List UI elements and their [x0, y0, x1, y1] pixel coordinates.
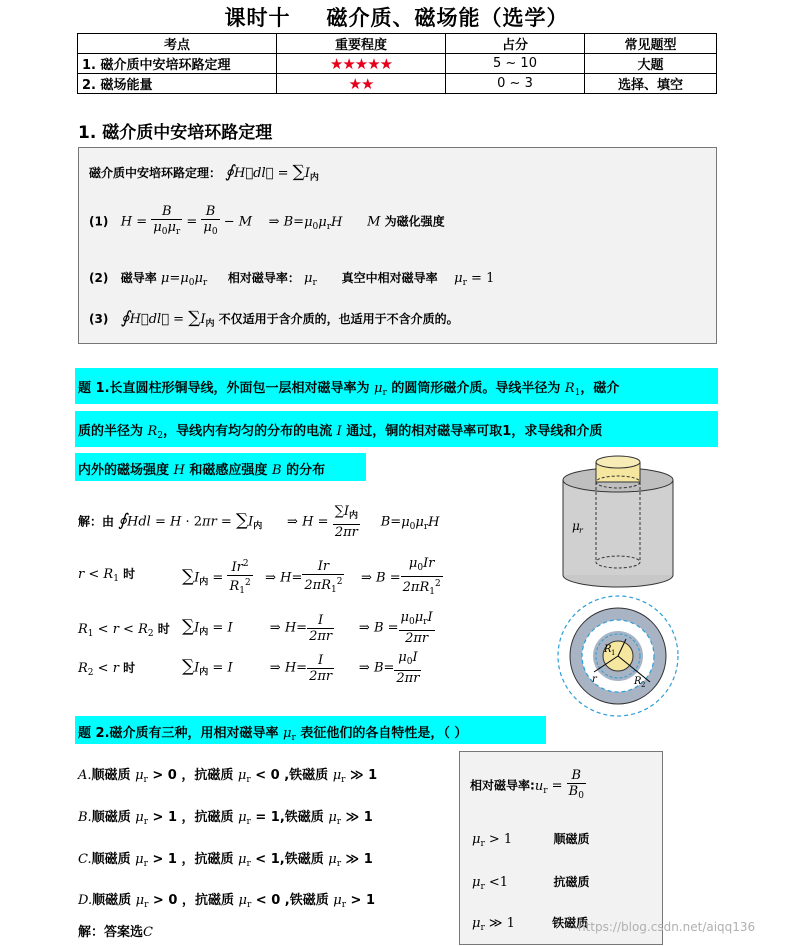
option-d: D.顺磁质 $\mu_r > 0$ ，抗磁质 $\mu_r < 0$ ,铁磁质 $\mu_r > 1$: [78, 893, 376, 910]
section-heading: 1. 磁介质中安培环路定理: [78, 123, 273, 143]
theorem-line-1: 磁介质中安培环路定理： ∮H⃗dl⃗ = $\sum I_内$: [89, 162, 319, 183]
question-1-line-2: 质的半径为 $R_2$，导线内有均匀的分布的电流 I 通过，铜的相对磁导率可取1，求导线和介质: [78, 424, 603, 441]
solution-1-case-2: $R_1 < r < R_2$ 时: [78, 622, 170, 639]
cell-type: 大题: [585, 54, 717, 74]
col-header: 考点: [78, 34, 277, 54]
svg-text:1: 1: [611, 649, 616, 657]
lesson-number: 课时十: [224, 6, 291, 30]
solution-1-line-1: 解：由 ∮Hdl = $H \cdot 2\pi r = \sum I_内$ ⇒ H = $\frac{\sum I_内}{2\pi r}$ $B=\mu_0\mu_rH$: [78, 504, 440, 540]
page-title: [0, 2, 793, 32]
svg-text:2: 2: [641, 681, 646, 689]
option-a: A.顺磁质 $\mu_r > 0$ ，抗磁质 $\mu_r < 0$ ,铁磁质 $\mu_r$ ≫ 1: [78, 768, 378, 785]
cell-score: 0 ~ 3: [446, 74, 585, 94]
watermark: https://blog.csdn.net/aiqq136: [578, 920, 756, 934]
table-row: [78, 54, 717, 74]
col-header: 重要程度: [277, 34, 446, 54]
solution-1-case-3-formula: $\sum I_内 = I$ ⇒ H= $\frac{I}{2\pi r}$ ⇒ B= $\frac{\mu_0I}{2\pi r}$: [182, 650, 420, 686]
option-b: B.顺磁质 $\mu_r > 1$ ，抗磁质 $\mu_r = 1$,铁磁质 $\mu_r$ ≫ 1: [78, 810, 373, 827]
box2-row-ferro: $\mu_r$ ≫ 1 铁磁质: [472, 916, 589, 933]
col-header: 占分: [446, 34, 585, 54]
question-1-line-1: 题 1.长直圆柱形铜导线，外面包一层相对磁导率为 $\mu_r$ 的圆筒形磁介质。导线半径为 $R_1$，磁介: [78, 381, 620, 398]
table-header-row: [78, 34, 717, 54]
svg-text:r: r: [592, 674, 597, 685]
question-2-line: 题 2.磁介质有三种，用相对磁导率 $\mu_r$ 表征他们的各自特性是，（ ）: [78, 726, 468, 743]
cell-stars: ★★★★★: [277, 54, 446, 74]
theorem-line-3: (2) 磁导率 $\mu=\mu_0\mu_r$ 相对磁导率： $\mu_r$ 真空中相对磁导率 $\mu_r = 1$: [89, 271, 495, 288]
svg-text:μ: μ: [572, 519, 580, 533]
svg-text:R: R: [604, 644, 612, 655]
col-header: 常见题型: [585, 34, 717, 54]
exam-points-table: [77, 33, 717, 94]
lesson-topic: 磁介质、磁场能（选学）: [326, 6, 569, 30]
svg-text:R: R: [634, 676, 642, 687]
theorem-line-4: (3) ∮H⃗dl⃗ = $\sum I_内$ 不仅适用于含介质的，也适用于不含介质的。: [89, 308, 459, 329]
solution-1-case-1: $r < R_1$ 时: [78, 567, 136, 584]
theorem-box: [78, 147, 717, 344]
cylinder-diagram: [548, 450, 688, 590]
question-1-line-3: 内外的磁场强度 H 和磁感应强度 B 的分布: [78, 463, 326, 478]
theorem-line-2: (1) H = $\frac{B}{\mu_0\mu_r}$ = $\frac{B}{\mu_0}$ − M ⇒ $B=\mu_0\mu_rH$ M 为磁化强度: [89, 204, 445, 237]
relative-permeability-box: [459, 751, 663, 945]
box2-row-dia: $\mu_r <1$ 抗磁质: [472, 875, 590, 892]
cell-point: 1. 磁介质中安培环路定理: [78, 54, 277, 74]
cross-section-diagram: [548, 594, 688, 720]
answer: 解：答案选C: [78, 925, 153, 940]
cell-point: 2. 磁场能量: [78, 74, 277, 94]
cell-stars: ★★: [277, 74, 446, 94]
svg-text:r: r: [579, 526, 583, 535]
option-c: C.顺磁质 $\mu_r > 1$ ，抗磁质 $\mu_r < 1$,铁磁质 $\mu_r$ ≫ 1: [78, 852, 373, 869]
solution-1-case-2-formula: $\sum I_内 = I$ ⇒ H= $\frac{I}{2\pi r}$ ⇒ B = $\frac{\mu_0\mu_rI}{2\pi r}$: [182, 610, 433, 646]
solution-1-case-1-formula: $\sum I_内$ = $\frac{Ir^2}{R_1^2}$ ⇒ H= $\frac{Ir}{2\pi R_1^2}$ ⇒ B = $\frac{\mu_0Ir}{2\pi R_1^2}$: [182, 556, 441, 597]
box2-row-para: $\mu_r > 1$ 顺磁质: [472, 832, 590, 849]
solution-1-case-3: $R_2 < r$ 时: [78, 661, 136, 678]
table-row: [78, 74, 717, 94]
box2-definition: 相对磁导率$:u_r$ = $\frac{B}{B_0}$: [470, 768, 584, 801]
cell-type: 选择、填空: [585, 74, 717, 94]
cell-score: 5 ~ 10: [446, 54, 585, 74]
